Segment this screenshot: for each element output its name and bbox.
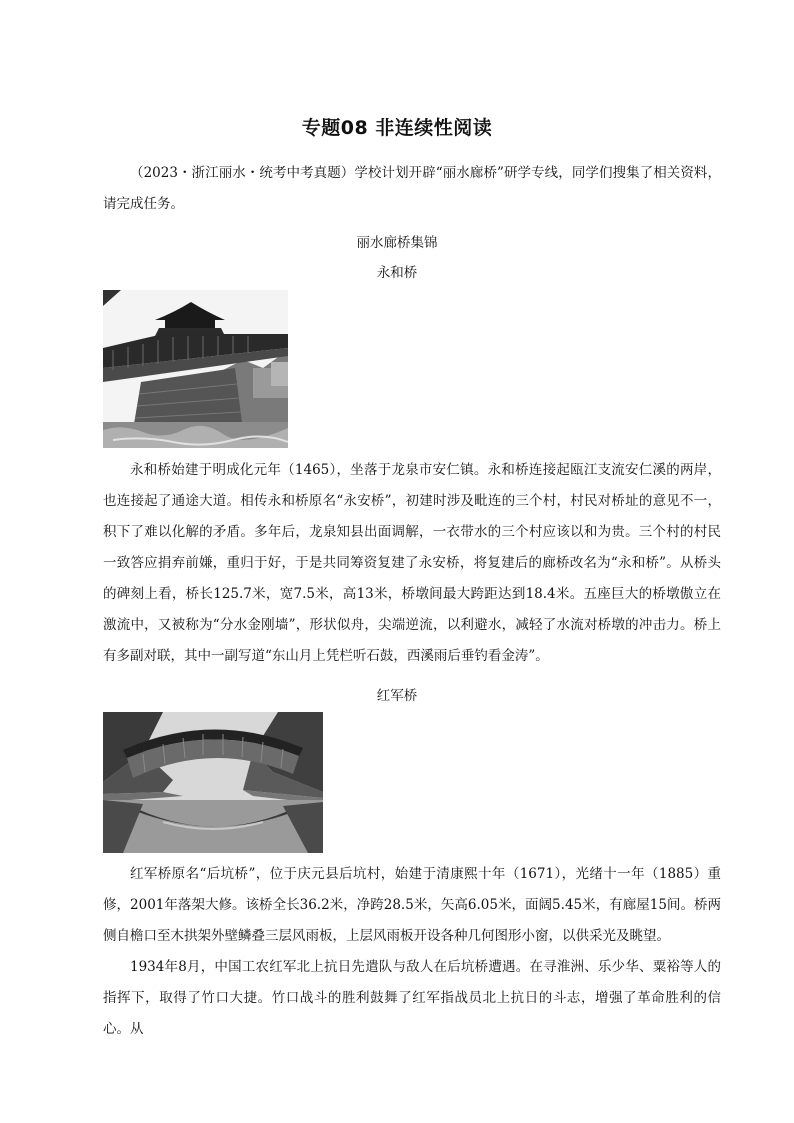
bridge1-paragraph: 永和桥始建于明成化元年（1465），坐落于龙泉市安仁镇。永和桥连接起瓯江支流安仁溪的两岸，也连接起了通途大道。相传永和桥原名“永安桥”，初建时涉及毗连的三个村，村民对桥址的意见不一，积下了难以化解的矛盾。多年后，龙泉知县出面调解，一衣带水的三个村应该以和为贵。三个村的村民一致答应捐弃前嫌，重归于好，于是共同筹资复建了永安桥，将复建后的廊桥改名为“永和桥”。从桥头的碑刻上看，桥长125.7米，宽7.5米，高13米，桥墩间最大跨距达到18.4米。五座巨大的桥墩傲立在激流中，又被称为“分水金刚墙”，形状似舟，尖端逆流，以利避水，减轻了水流对桥墩的冲击力。桥上有多副对联，其中一副写道“东山月上凭栏听石鼓，西溪雨后垂钓看金涛”。 [103,462,721,664]
bridge2-paragraph-2: 1934年8月，中国工农红军北上抗日先遣队与敌人在后坑桥遭遇。在寻淮洲、乐少华、粟裕等人的指挥下，取得了竹口大捷。竹口战斗的胜利鼓舞了红军指战员北上抗日的斗志，增强了革命胜利的信心。从 [103,959,721,1037]
bridge2-paragraph-1: 红军桥原名“后坑桥”，位于庆元县后坑村，始建于清康熙十年（1671），光绪十一年（1885）重修，2001年落架大修。该桥全长36.2米，净跨28.5米，矢高6.05米，面阔5.45米，有廊屋15间。桥两侧自檐口至木拱架外壁鳞叠三层风雨板，上层风雨板开设各种几何图形小窗，以供采光及眺望。 [103,866,721,944]
intro-paragraph: （2023・浙江丽水・统考中考真题）学校计划开辟“丽水廊桥”研学专线，同学们搜集了相关资料，请完成任务。 [103,165,721,212]
bridge2-heading: 红军桥 [376,688,418,704]
collection-title: 丽水廊桥集锦 [356,235,438,251]
hongjun-bridge-photo [103,712,323,853]
yonghe-bridge-photo [103,290,288,448]
page-title: 专题08 非连续性阅读 [301,117,493,139]
bridge1-heading: 永和桥 [376,265,418,281]
